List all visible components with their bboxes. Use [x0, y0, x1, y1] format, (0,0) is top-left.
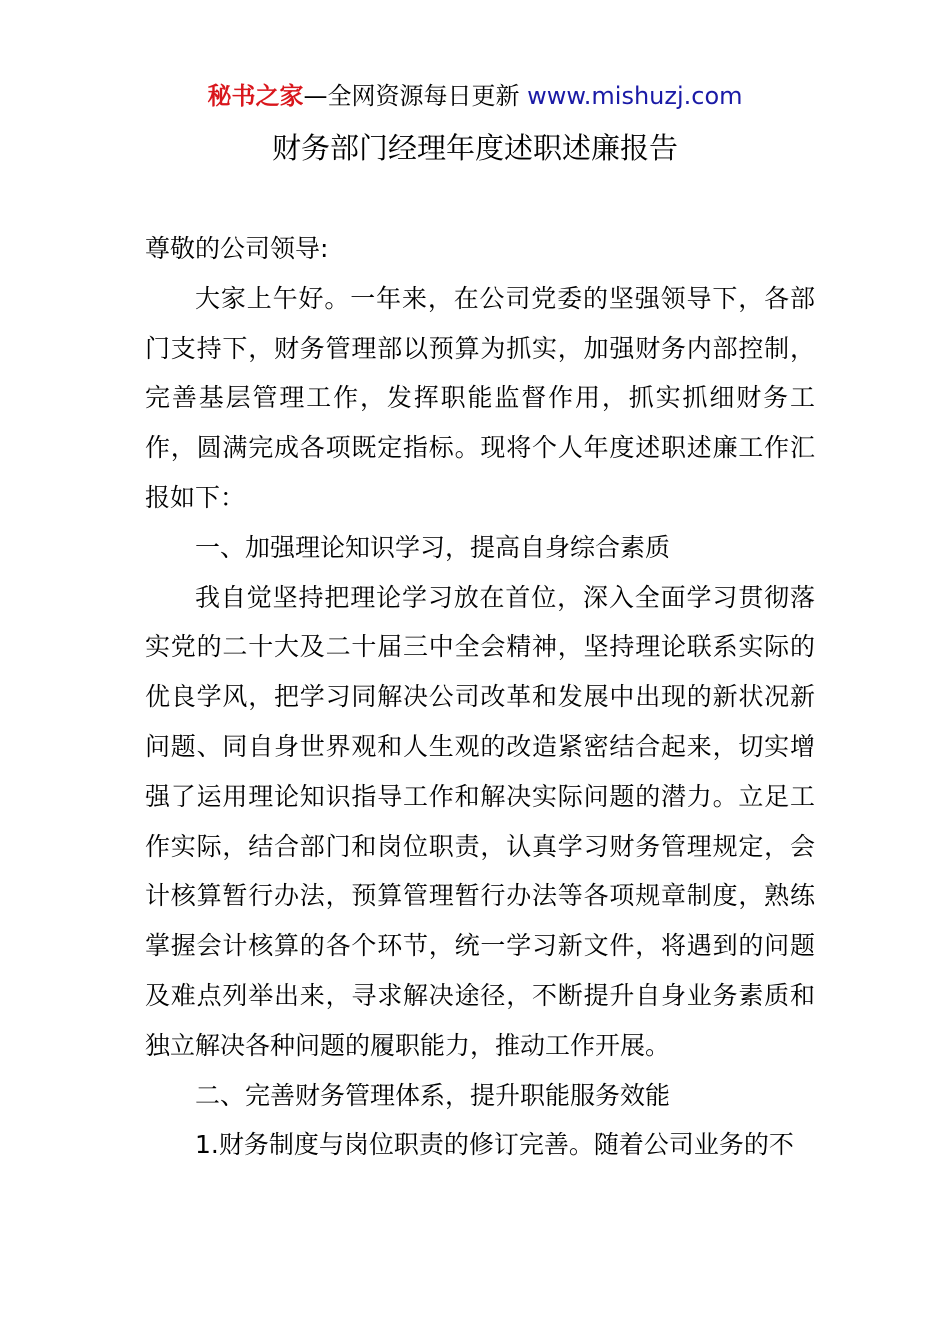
site-header — [0, 80, 950, 112]
intro-paragraph: 大家上午好。一年来，在公司党委的坚强领导下，各部门支持下，财务管理部以预算为抓实，加强财务内部控制，完善基层管理工作，发挥职能监督作用，抓实抓细财务工作，圆满完成各项既定指标。现将个人年度述职述廉工作汇报如下： — [145, 283, 815, 512]
header-tagline: —全网资源每日更新 — [303, 82, 528, 110]
section-heading-1: 一、加强理论知识学习，提高自身综合素质 — [195, 532, 671, 562]
brand-name: 秘书之家 — [207, 82, 304, 110]
site-url-link[interactable]: www.mishuzj.com — [527, 82, 743, 110]
section-2-paragraph: 1.财务制度与岗位职责的修订完善。随着公司业务的不 — [195, 1130, 794, 1160]
document-title: 财务部门经理年度述职述廉报告 — [271, 131, 678, 165]
section-1-paragraph: 我自觉坚持把理论学习放在首位，深入全面学习贯彻落实党的二十大及二十届三中全会精神，坚持理论联系实际的优良学风，把学习同解决公司改革和发展中出现的新状况新问题、同自身世界观和人生观的改造紧密结合起来，切实增强了运用理论知识指导工作和解决实际问题的潜力。立足工作实际，结合部门和岗位职责，认真学习财务管理规定，会计核算暂行办法，预算管理暂行办法等各项规章制度，熟练掌握会计核算的各个环节，统一学习新文件，将遇到的问题及难点列举出来，寻求解决途径，不断提升自身业务素质和独立解决各种问题的履职能力，推动工作开展。 — [145, 582, 815, 1060]
section-heading-2: 二、完善财务管理体系，提升职能服务效能 — [195, 1080, 671, 1110]
salutation: 尊敬的公司领导: — [145, 234, 329, 263]
document-body — [145, 224, 815, 1170]
